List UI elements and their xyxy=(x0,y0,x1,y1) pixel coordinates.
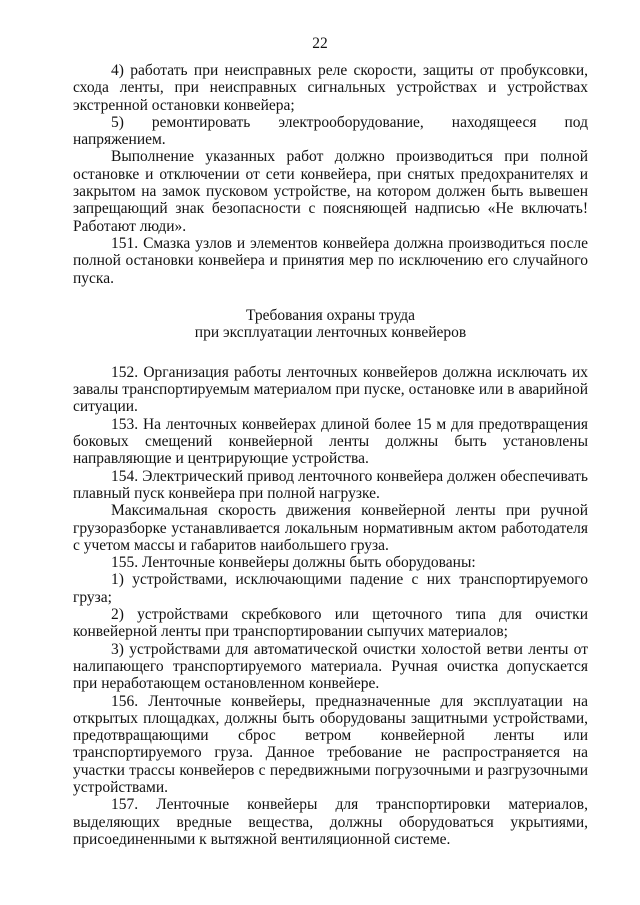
paragraph-156: 156. Ленточные конвейеры, предназначенные для эксплуатации на открытых площадках, должны быть оборудованы защитными устройствами, предотвращающими сброс ветром конвейерной ленты или транспортируемого груза. Данное требование не распространяется на участки трассы конвейеров с передвижными погрузочными и разгрузочными устройствами. xyxy=(73,692,588,796)
paragraph-155-item-3: 3) устройствами для автоматической очистки холостой ветви ленты от налипающего транспортируемого материала. Ручная очистка допускается при неработающем остановленном конвейере. xyxy=(73,640,588,693)
section-heading-line-1: Требования охраны труда xyxy=(245,306,416,324)
paragraph-154: 154. Электрический привод ленточного конвейера должен обеспечивать плавный пуск конвейера при полной нагрузке. xyxy=(73,467,588,502)
paragraph-157: 157. Ленточные конвейеры для транспортировки материалов, выделяющих вредные вещества, должны оборудоваться укрытиями, присоединенными к вытяжной вентиляционной системе. xyxy=(73,796,588,848)
paragraph-item-5: 5) ремонтировать электрооборудование, находящееся под напряжением. xyxy=(73,113,588,149)
paragraph-155: 155. Ленточные конвейеры должны быть оборудованы: xyxy=(111,554,476,572)
section-heading xyxy=(73,307,588,342)
page-number: 22 xyxy=(312,35,328,52)
paragraph-152: 152. Организация работы ленточных конвейеров должна исключать их завалы транспортируемым материалом при пуске, остановке или в аварийной ситуации. xyxy=(73,363,588,416)
paragraph-151: 151. Смазка узлов и элементов конвейера должна производиться после полной остановки конвейера и принятия мер по исключению его случайного пуска. xyxy=(73,234,588,287)
paragraph-work-conditions: Выполнение указанных работ должно производиться при полной остановке и отключении от сети конвейера, при снятых предохранителях и закрытом на замок пусковом устройстве, на котором должен быть вывешен запрещающий знак безопасности с поясняющей надписью «Не включать! Работают люди». xyxy=(73,148,588,235)
paragraph-155-item-1: 1) устройствами, исключающими падение с них транспортируемого груза; xyxy=(73,571,588,606)
document-body xyxy=(73,62,588,848)
paragraph-item-4: 4) работать при неисправных реле скорости, защиты от пробуксовки, схода ленты, при неисправных сигнальных устройствах и устройствах экстренной остановки конвейера; xyxy=(73,62,588,114)
paragraph-153: 153. На ленточных конвейерах длиной более 15 м для предотвращения боковых смещений конвейерной ленты должны быть установлены направляющие и центрирующие устройства. xyxy=(73,415,588,468)
paragraph-max-speed: Максимальная скорость движения конвейерной ленты при ручной грузоразборке устанавливается локальным нормативным актом работодателя с учетом массы и габаритов наибольшего груза. xyxy=(73,502,588,554)
section-heading-line-2: при эксплуатации ленточных конвейеров xyxy=(194,324,467,342)
paragraph-155-item-2: 2) устройствами скребкового или щеточного типа для очистки конвейерной ленты при транспортировании сыпучих материалов; xyxy=(73,606,588,641)
